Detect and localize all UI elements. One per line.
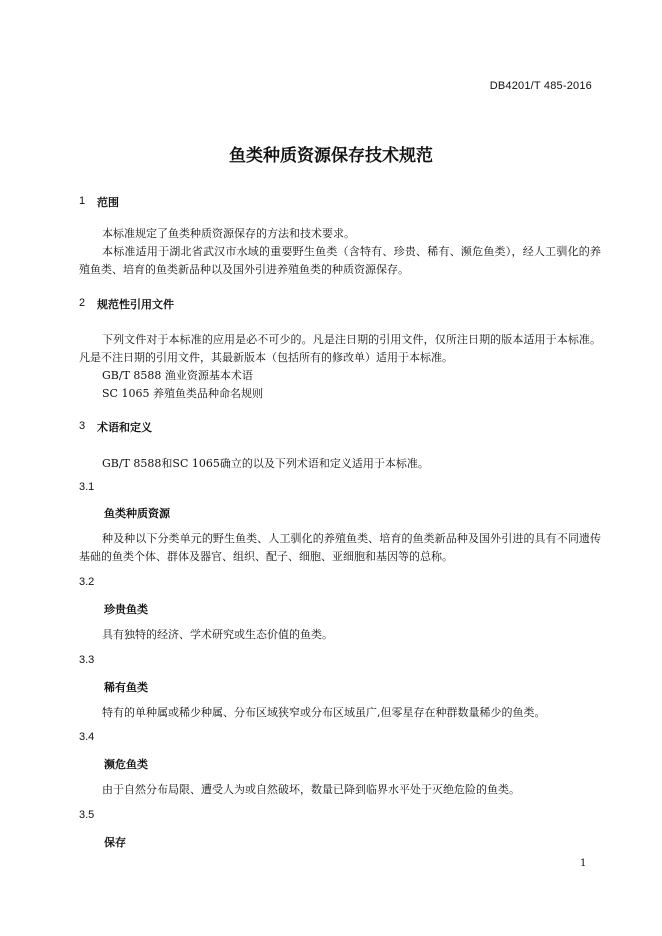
term-definition: 由于自然分布局限、遭受人为或自然破坏，数量已降到临界水平处于灭绝危险的鱼类。 (102, 783, 520, 796)
page-number: 1 (580, 858, 587, 869)
term-title: 濒危鱼类 (104, 758, 148, 771)
section-2-number: 2 (79, 297, 86, 309)
term-definition: 种及种以下分类单元的野生鱼类、人工驯化的养殖鱼类、培育的鱼类新品种及国外引进的具有不同遗传基础的鱼类个体、群体及器官、组织、配子、细胞、亚细胞和基因等的总称。 (79, 532, 601, 563)
term-definition: 具有独特的经济、学术研究或生态价值的鱼类。 (102, 628, 333, 641)
term-number: 3.4 (79, 731, 95, 743)
document-id: DB4201/T 485-2016 (489, 80, 592, 92)
term-number: 3.5 (79, 809, 95, 821)
section-1-number: 1 (79, 195, 86, 207)
section-1-paragraph-1: 本标准规定了鱼类种质资源保存的方法和技术要求。 (102, 227, 355, 240)
section-3-title: 术语和定义 (97, 421, 152, 434)
section-2-title: 规范性引用文件 (97, 298, 174, 311)
term-number: 3.3 (79, 654, 95, 666)
section-3-number: 3 (79, 420, 86, 432)
term-title: 稀有鱼类 (104, 681, 148, 694)
term-definition: 特有的单种属或稀少种属、分布区域狭窄或分布区域虽广,但零星存在种群数量稀少的鱼类。 (102, 706, 546, 719)
section-1-paragraph-2: 本标准适用于湖北省武汉市水域的重要野生鱼类（含特有、珍贵、稀有、濒危鱼类），经人工驯化的养殖鱼类、培育的鱼类新品种以及国外引进养殖鱼类的种质资源保存。 (79, 245, 601, 276)
term-title: 保存 (104, 836, 126, 849)
term-title: 珍贵鱼类 (104, 603, 148, 616)
reference-item: SC 1065 养殖鱼类品种命名规则 (102, 387, 263, 400)
section-3-intro: GB/T 8588和SC 1065确立的以及下列术语和定义适用于本标准。 (102, 457, 429, 470)
term-number: 3.1 (79, 481, 95, 493)
term-title: 鱼类种质资源 (104, 507, 170, 520)
section-2-paragraph-1: 下列文件对于本标准的应用是必不可少的。凡是注日期的引用文件，仅所注日期的版本适用于本标准。凡是不注日期的引用文件，其最新版本（包括所有的修改单）适用于本标准。 (79, 333, 601, 364)
section-1-title: 范围 (97, 196, 119, 209)
reference-item: GB/T 8588 渔业资源基本术语 (102, 369, 253, 382)
document-title: 鱼类种质资源保存技术规范 (229, 146, 433, 166)
term-number: 3.2 (79, 576, 95, 588)
